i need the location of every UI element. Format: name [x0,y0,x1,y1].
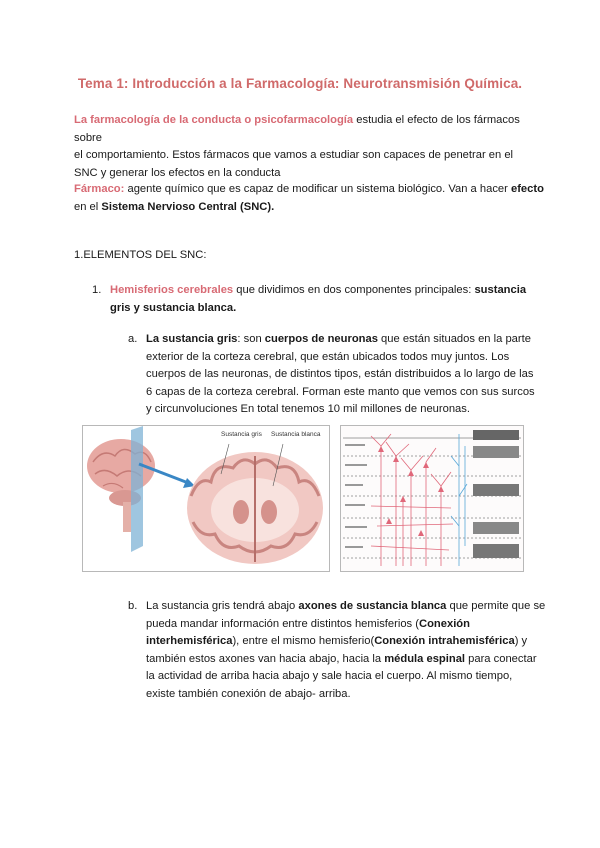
item1-line1: que dividimos en dos componentes principales: [233,284,475,296]
intro-line2: el comportamiento. Estos fármacos que vamos a estudiar son capaces de penetrar en el [74,149,514,161]
farmaco-term: Fármaco: [74,183,125,195]
intro-line1: estudia el efecto de los fármacos sobre [74,114,520,144]
item-b-l3bold: interhemisférica [146,635,233,647]
item-a-line2: exterior de la corteza cerebral, que están ubicados todos muy juntos. Los [146,350,510,363]
item-b-l1pre: La sustancia gris tendrá abajo [146,600,299,612]
item-b-l4pre: también estos axones van hacia abajo, hacia la [146,652,385,665]
item-a-line5: y circunvoluciones En total tenemos 10 mil millones de neuronas. [146,403,470,415]
item-b-l1bold: axones de sustancia blanca [298,600,447,612]
intro-term: La farmacología de la conducta o psicofarmacología [74,114,354,126]
cortical-layers-figure [340,425,524,572]
farmaco-paragraph [74,181,544,216]
item-b-letter: b. [128,600,138,612]
farmaco-bold-efecto: efecto [510,183,544,195]
cortical-layers-illustration [341,426,523,571]
item-a-line4: 6 capas de la corteza cerebral. Forman este manto que vemos con sus surcos [146,385,535,398]
item-a-l1bold: cuerpos de neuronas [264,333,378,345]
farmaco-snc: Sistema Nervioso Central (SNC). [101,200,275,213]
item-a-l1end: que están situados en la parte [377,333,531,345]
item-b-paragraph [146,598,546,703]
item-b-l2pre: pueda mandar información entre distintos hemisferios ( [146,617,419,630]
farmaco-line1: agente químico que es capaz de modificar un sistema biológico. Van a hacer [124,183,511,195]
item-b-l4end: para conectar [465,652,537,665]
label-gris: Sustancia gris [221,431,262,438]
item1-bold2: gris y sustancia blanca. [110,301,237,314]
intro-paragraph [74,112,534,182]
item-a-line3: cuerpos de las neuronas, de distintos tipos, están distribuidos a lo largo de las [146,368,534,380]
item1-term: Hemisferios cerebrales [110,284,234,296]
brain-section-figure [82,425,330,572]
brain-section-illustration [83,426,329,571]
item-b-l4bold: médula espinal [384,652,466,665]
item-b-l1end: que permite que se [446,600,546,612]
item-a-term: La sustancia gris [146,333,238,345]
item-a-paragraph [146,331,546,419]
farmaco-line2-pre: en el [74,200,102,213]
item1-bold1: sustancia [474,284,527,296]
slice-plane [131,426,143,552]
label-blanca: Sustancia blanca [271,431,321,438]
section-heading: 1.ELEMENTOS DEL SNC: [74,249,207,261]
item-b-l3mid: ), entre el mismo hemisferio( [232,635,375,647]
item1-number: 1. [92,284,102,296]
item-b-line5: la actividad de arriba hacia abajo y sale hacia el cuerpo. Al mismo tiempo, [146,670,513,682]
item1-paragraph [110,282,530,317]
item-a-letter: a. [128,333,138,345]
intro-line3: SNC y generar los efectos en la conducta [74,166,281,179]
item-b-l3end: ) y [514,635,528,647]
item-b-line6: existe también conexión de abajo- arriba. [146,687,351,700]
item-b-l3bold2: Conexión intrahemisférica [374,635,515,647]
item-b-l2bold: Conexión [419,617,470,630]
document-title: Tema 1: Introducción a la Farmacología: Neurotransmisión Química. [77,76,523,91]
item-a-l1mid: : son [237,333,265,345]
